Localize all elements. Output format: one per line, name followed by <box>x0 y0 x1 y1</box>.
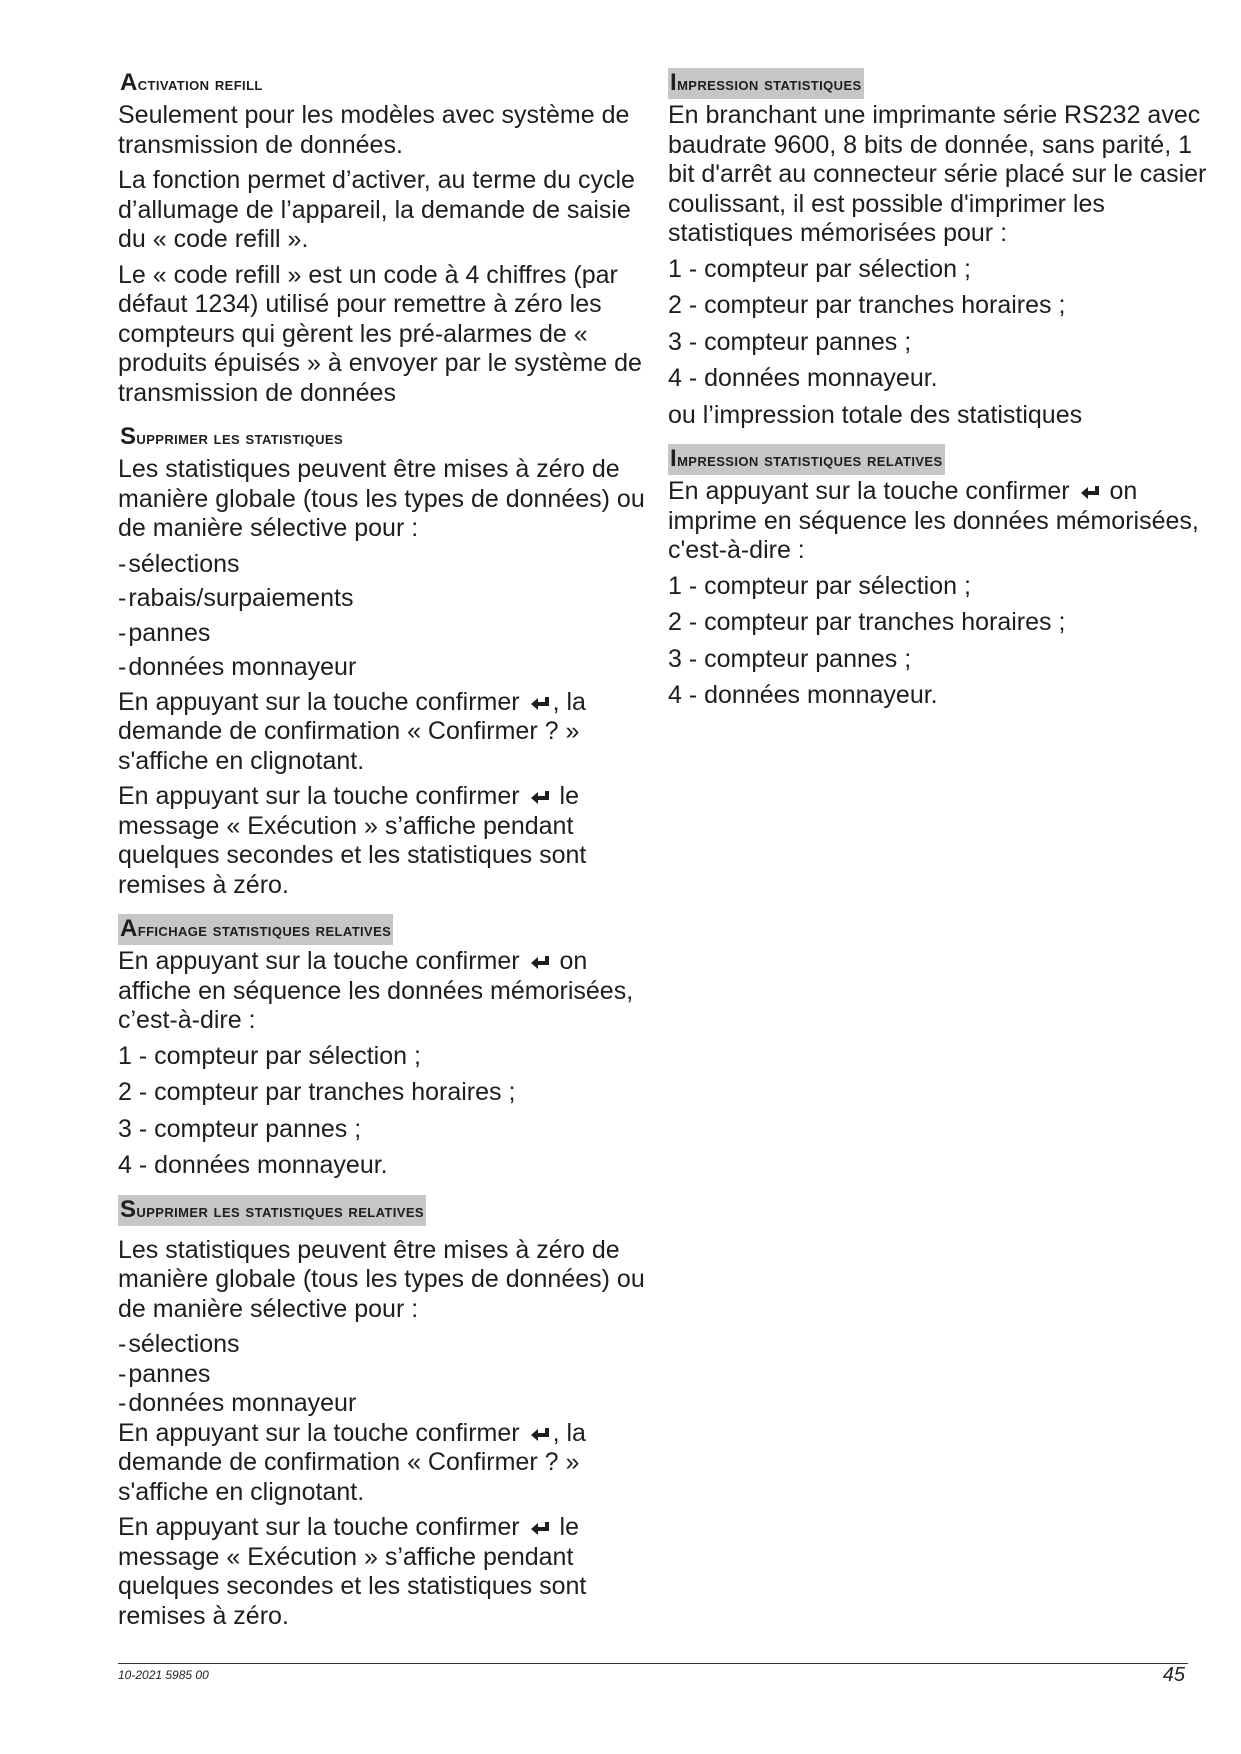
list-item: 3 - compteur pannes ; <box>118 1114 362 1143</box>
list-item: 2 - compteur par tranches horaires ; <box>668 291 1066 319</box>
heading-supprimer-statistiques-relatives: Supprimer les statistiques relatives <box>118 1195 426 1226</box>
enter-arrow-icon <box>529 1520 551 1538</box>
list-item: 3 - compteur pannes ; <box>668 644 912 673</box>
footer-doc-code: 10-2021 5985 00 <box>118 1668 209 1682</box>
text: on imprime en séquence les données mémorisées, c'est-à-dire : <box>668 477 1199 564</box>
footer-rule <box>118 1663 1188 1664</box>
list-item: - sélections <box>118 550 646 580</box>
text: En appuyant sur la touche confirmer <box>118 687 520 716</box>
list-item: 1 - compteur par sélection ; <box>118 1041 421 1070</box>
activation-p2: La fonction permet d’activer, au terme du cycle d’allumage de l’appareil, la demande de saisie du « code refill ». <box>118 166 635 253</box>
list-item: 4 - données monnayeur. <box>118 1151 388 1179</box>
list-item: - sélections <box>118 1330 646 1360</box>
text: En appuyant sur la touche confirmer <box>118 1513 520 1541</box>
affichage-p <box>118 947 646 1036</box>
activation-p3: Le « code refill » est un code à 4 chiffres (par défaut 1234) utilisé pour remettre à zéro les compteurs qui gèrent les pré-alarmes de « produits épuisés » à envoyer par le système de transmission de données <box>118 260 642 407</box>
impression-outro: ou l’impression totale des statistiques <box>668 400 1083 429</box>
text: En appuyant sur la touche confirmer <box>668 477 1070 505</box>
impression-intro: En branchant une imprimante série RS232 avec baudrate 9600, 8 bits de donnée, sans parité, 1 bit d'arrêt au connecteur série placé sur le casier coulissant, il est possible d'imprimer les statistiques mémorisées pour : <box>668 101 1207 247</box>
list-item: 2 - compteur par tranches horaires ; <box>668 608 1066 636</box>
enter-arrow-icon <box>529 789 551 807</box>
list-item: 2 - compteur par tranches horaires ; <box>118 1078 516 1106</box>
impression-rel-p <box>668 477 1208 566</box>
enter-arrow-icon <box>1079 484 1101 502</box>
supprimer-confirm-p1 <box>118 688 646 777</box>
section-affichage-statistiques-relatives <box>118 914 646 1181</box>
list-item: 4 - données monnayeur. <box>668 364 938 392</box>
text: le message « Exécution » s’affiche pendant quelques secondes et les statistiques sont remises à zéro. <box>118 782 587 899</box>
supprimer-confirm-p2 <box>118 782 646 900</box>
list-item: 3 - compteur pannes ; <box>668 327 912 356</box>
enter-arrow-icon <box>529 695 551 713</box>
text: on affiche en séquence les données mémorisées, c’est-à-dire : <box>118 947 634 1034</box>
text: , la demande de confirmation « Confirmer ? » s'affiche en clignotant. <box>118 687 586 775</box>
right-column <box>668 68 1208 725</box>
text: En appuyant sur la touche confirmer <box>118 782 520 810</box>
supprimer-intro: Les statistiques peuvent être mises à zéro de manière globale (tous les types de données) ou de manière sélective pour : <box>118 455 645 542</box>
list-item: - pannes <box>118 619 646 649</box>
activation-p1: Seulement pour les modèles avec système de transmission de données. <box>118 101 630 159</box>
section-supprimer-statistiques <box>118 422 646 900</box>
list-item: - données monnayeur <box>118 1389 646 1419</box>
text: En appuyant sur la touche confirmer <box>118 947 520 975</box>
text: En appuyant sur la touche confirmer <box>118 1418 520 1447</box>
list-item: 1 - compteur par sélection ; <box>668 254 971 283</box>
supprimer-rel-intro: Les statistiques peuvent être mises à zéro de manière globale (tous les types de données) ou de manière sélective pour : <box>118 1235 645 1323</box>
supprimer-rel-confirm-p2 <box>118 1513 646 1631</box>
enter-arrow-icon <box>529 1426 551 1444</box>
list-item: - rabais/surpaiements <box>118 584 646 614</box>
text: , la demande de confirmation « Confirmer ? » s'affiche en clignotant. <box>118 1418 586 1506</box>
heading-impression-statistiques-relatives: Impression statistiques relatives <box>668 444 945 475</box>
enter-arrow-icon <box>529 954 551 972</box>
list-item: 4 - données monnayeur. <box>668 681 938 709</box>
heading-activation-refill: Activation refill <box>120 69 263 96</box>
list-item: - pannes <box>118 1360 646 1390</box>
list-item: - données monnayeur <box>118 653 646 683</box>
section-activation-refill <box>118 68 646 408</box>
heading-impression-statistiques: Impression statistiques <box>668 68 864 99</box>
text: le message « Exécution » s’affiche pendant quelques secondes et les statistiques sont remises à zéro. <box>118 1513 587 1630</box>
list-item: 1 - compteur par sélection ; <box>668 571 971 600</box>
heading-affichage-statistiques-relatives: Affichage statistiques relatives <box>118 914 393 945</box>
supprimer-rel-confirm-p1 <box>118 1419 646 1508</box>
section-impression-statistiques-relatives <box>668 444 1208 711</box>
heading-supprimer-statistiques: Supprimer les statistiques <box>120 423 344 450</box>
left-column <box>118 68 646 1645</box>
page-number: 45 <box>1162 1664 1185 1686</box>
section-supprimer-statistiques-relatives <box>118 1195 646 1632</box>
section-impression-statistiques <box>668 68 1208 430</box>
